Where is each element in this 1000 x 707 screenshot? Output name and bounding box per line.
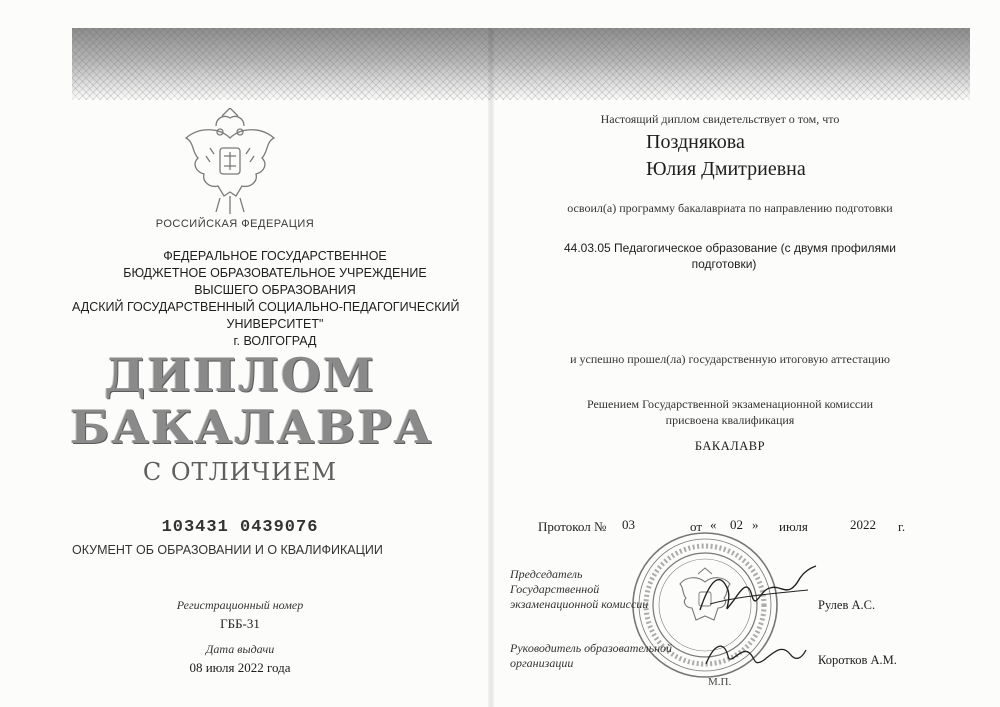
issue-date: 08 июля 2022 года (189, 660, 291, 675)
date-from-label: от (690, 519, 703, 534)
head-title (510, 641, 672, 671)
year-suffix: г. (898, 519, 906, 534)
program-name-line2: подготовки) (691, 257, 757, 271)
coat-of-arms-icon (180, 108, 280, 218)
intro-text: Настоящий диплом свидетельствует о том, что (600, 112, 840, 126)
institution-line: АДСКИЙ ГОСУДАРСТВЕННЫЙ СОЦИАЛЬНО-ПЕДАГОГИЧЕСКИЙ (72, 300, 460, 314)
page-fold (488, 28, 494, 707)
head-title-line: организации (510, 656, 574, 670)
chair-title-line: Председатель (510, 567, 583, 581)
chair-title-line: экзаменационной комиссии (510, 597, 649, 611)
honors-label: С ОТЛИЧИЕМ (142, 458, 338, 486)
program-name-line1: 44.03.05 Педагогическое образование (с двумя профилями (564, 241, 896, 255)
protocol-label: Протокол № (538, 519, 607, 534)
quote-open: « (710, 517, 717, 532)
document-type: ОКУМЕНТ ОБ ОБРАЗОВАНИИ И О КВАЛИФИКАЦИИ (72, 543, 383, 557)
chair-title (510, 567, 648, 612)
qualification: БАКАЛАВР (694, 439, 766, 453)
head-title-line: Руководитель образовательной (510, 641, 673, 655)
chair-signature-icon (690, 560, 820, 630)
graduate-given-names: Юлия Дмитриевна (646, 158, 806, 180)
diploma-title-line2: БАКАЛАВРА (70, 400, 434, 454)
institution-name (80, 248, 470, 299)
protocol-number: 03 (622, 517, 635, 532)
stamp-mark: М.П. (708, 676, 732, 688)
serial-number: 103431 0439076 (161, 518, 319, 537)
security-pattern-band (72, 28, 970, 100)
institution-city: г. ВОЛГОГРАД (233, 334, 317, 348)
chair-name: Рулев А.С. (818, 598, 876, 612)
issue-date-label: Дата выдачи (205, 642, 275, 656)
institution-line: БЮДЖЕТНОЕ ОБРАЗОВАТЕЛЬНОЕ УЧРЕЖДЕНИЕ (123, 266, 427, 280)
institution-line: УНИВЕРСИТЕТ" (226, 317, 324, 331)
registration-label: Регистрационный номер (176, 598, 304, 612)
country-label: РОССИЙСКАЯ ФЕДЕРАЦИЯ (155, 218, 315, 230)
registration-number: ГББ-31 (220, 616, 260, 631)
head-name: Коротков А.М. (818, 653, 897, 667)
protocol-year: 2022 (850, 517, 876, 532)
graduate-surname: Позднякова (646, 131, 745, 153)
decision-line1: Решением Государственной экзаменационной комиссии (586, 397, 874, 411)
protocol-month: июля (779, 519, 808, 534)
diploma-title-line1: ДИПЛОМ (104, 348, 376, 402)
head-signature-icon (700, 630, 810, 680)
decision-line2: присвоена квалификация (665, 413, 795, 427)
quote-close: » (752, 517, 759, 532)
chair-title-line: Государственной (510, 582, 600, 596)
protocol-day: 02 (730, 517, 743, 532)
institution-line: ФЕДЕРАЛЬНОЕ ГОСУДАРСТВЕННОЕ (163, 249, 387, 263)
program-intro: освоил(а) программу бакалавриата по направлению подготовки (567, 201, 893, 215)
institution-line: ВЫСШЕГО ОБРАЗОВАНИЯ (194, 283, 356, 297)
attestation-text: и успешно прошел(ла) государственную итоговую аттестацию (570, 352, 890, 366)
